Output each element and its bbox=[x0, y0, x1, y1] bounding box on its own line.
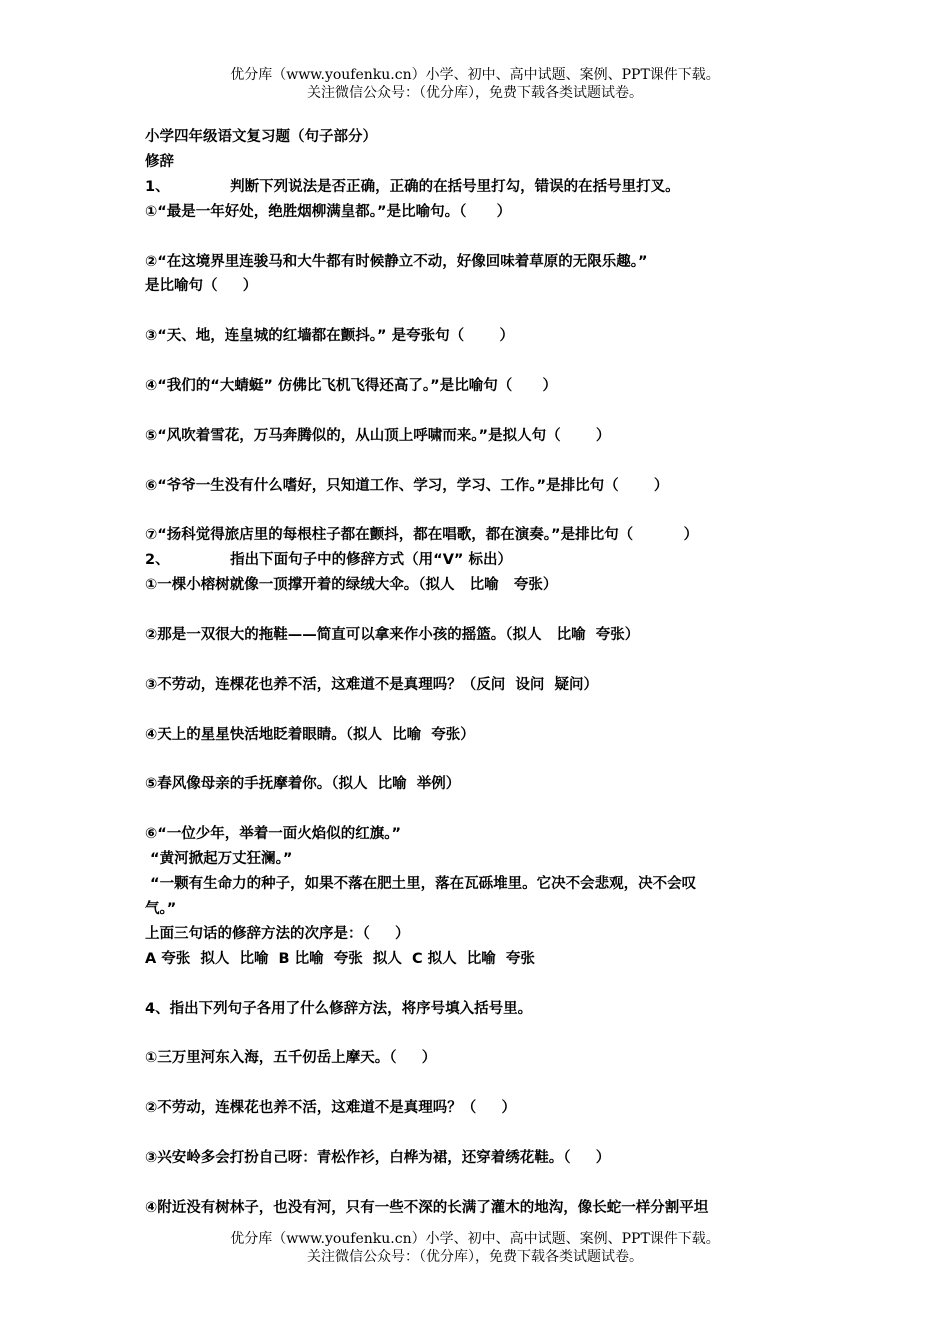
question-2-item-quote: “一颗有生命力的种子，如果不落在肥土里，落在瓦砾堆里。它决不会悲观，决不会叹 bbox=[145, 876, 697, 893]
question-1-item: ⑤“风吹着雪花，万马奔腾似的，从山顶上呼啸而来。”是拟人句（ ） bbox=[145, 427, 611, 444]
footer-line-1: 优分库（www.youfenku.cn）小学、初中、高中试题、案例、PPT课件下载。 bbox=[230, 1231, 720, 1247]
question-1-item: ③“天、地，连皇城的红墙都在颤抖。” 是夸张句（ ） bbox=[145, 328, 514, 345]
footer-line-2: 关注微信公众号：（优分库），免费下载各类试题试卷。 bbox=[307, 1249, 643, 1265]
question-4-item: ③兴安岭多会打扮自己呀：青松作衫，白桦为裙，还穿着绣花鞋。（ ） bbox=[145, 1149, 611, 1166]
question-2-item: ①一棵小榕树就像一顶撑开着的绿绒大伞。（拟人 比喻 夸张） bbox=[145, 577, 558, 594]
question-2-item-quote-cont: 气。” bbox=[145, 900, 177, 917]
section-heading: 修辞 bbox=[145, 153, 174, 170]
question-4-item: ④附近没有树林子，也没有河，只有一些不深的长满了灌木的地沟，像长蛇一样分割平坦 bbox=[145, 1199, 709, 1216]
header-line-1: 优分库（www.youfenku.cn）小学、初中、高中试题、案例、PPT课件下载。 bbox=[230, 67, 720, 83]
header-line-2: 关注微信公众号：（优分库），免费下载各类试题试卷。 bbox=[307, 85, 643, 101]
question-1-item: ⑥“爷爷一生没有什么嗜好，只知道工作、学习，学习、工作。”是排比句（ ） bbox=[145, 477, 669, 494]
question-2-item: ②那是一双很大的拖鞋——简直可以拿来作小孩的摇篮。（拟人 比喻 夸张） bbox=[145, 627, 640, 644]
question-4-heading: 4、指出下列句子各用了什么修辞方法，将序号填入括号里。 bbox=[145, 1000, 533, 1017]
question-2-item: ⑥“一位少年，举着一面火焰似的红旗。” bbox=[145, 826, 402, 843]
question-2-heading: 2、 指出下面句子中的修辞方式（用“V” 标出） bbox=[145, 552, 512, 569]
question-1-heading: 1、 判断下列说法是否正确，正确的在括号里打勾，错误的在括号里打叉。 bbox=[145, 178, 680, 195]
question-2-item-quote: “黄河掀起万丈狂澜。” bbox=[145, 851, 293, 868]
question-2-item: ⑤春风像母亲的手抚摩着你。（拟人 比喻 举例） bbox=[145, 776, 461, 793]
question-1-item-cont: 是比喻句（ ） bbox=[145, 278, 258, 295]
question-2-item: ③不劳动，连棵花也养不活，这难道不是真理吗？（反问 设问 疑问） bbox=[145, 676, 598, 693]
question-1-item: ②“在这境界里连骏马和大牛都有时候静立不动，好像回味着草原的无限乐趣。” bbox=[145, 253, 648, 270]
question-2-item: ④天上的星星快活地眨着眼睛。（拟人 比喻 夸张） bbox=[145, 726, 475, 743]
question-1-item: ⑦“扬科觉得旅店里的每根柱子都在颤抖，都在唱歌，都在演奏。”是排比句（ ） bbox=[145, 527, 699, 544]
question-2-prompt: 上面三句话的修辞方法的次序是：（ ） bbox=[145, 925, 410, 942]
question-2-options: A 夸张 拟人 比喻 B 比喻 夸张 拟人 C 拟人 比喻 夸张 bbox=[145, 950, 535, 967]
document-body bbox=[145, 125, 825, 1221]
document-title: 小学四年级语文复习题（句子部分） bbox=[145, 129, 377, 145]
question-1-item: ④“我们的“大蜻蜓” 仿佛比飞机飞得还高了。”是比喻句（ ） bbox=[145, 378, 557, 395]
question-4-item: ②不劳动，连棵花也养不活，这难道不是真理吗？（ ） bbox=[145, 1100, 517, 1117]
page-footer bbox=[0, 1230, 950, 1266]
question-1-item: ①“最是一年好处，绝胜烟柳满皇都。”是比喻句。（ ） bbox=[145, 203, 512, 220]
question-4-item: ①三万里河东入海，五千仞岳上摩天。（ ） bbox=[145, 1050, 437, 1067]
page-header bbox=[0, 66, 950, 102]
